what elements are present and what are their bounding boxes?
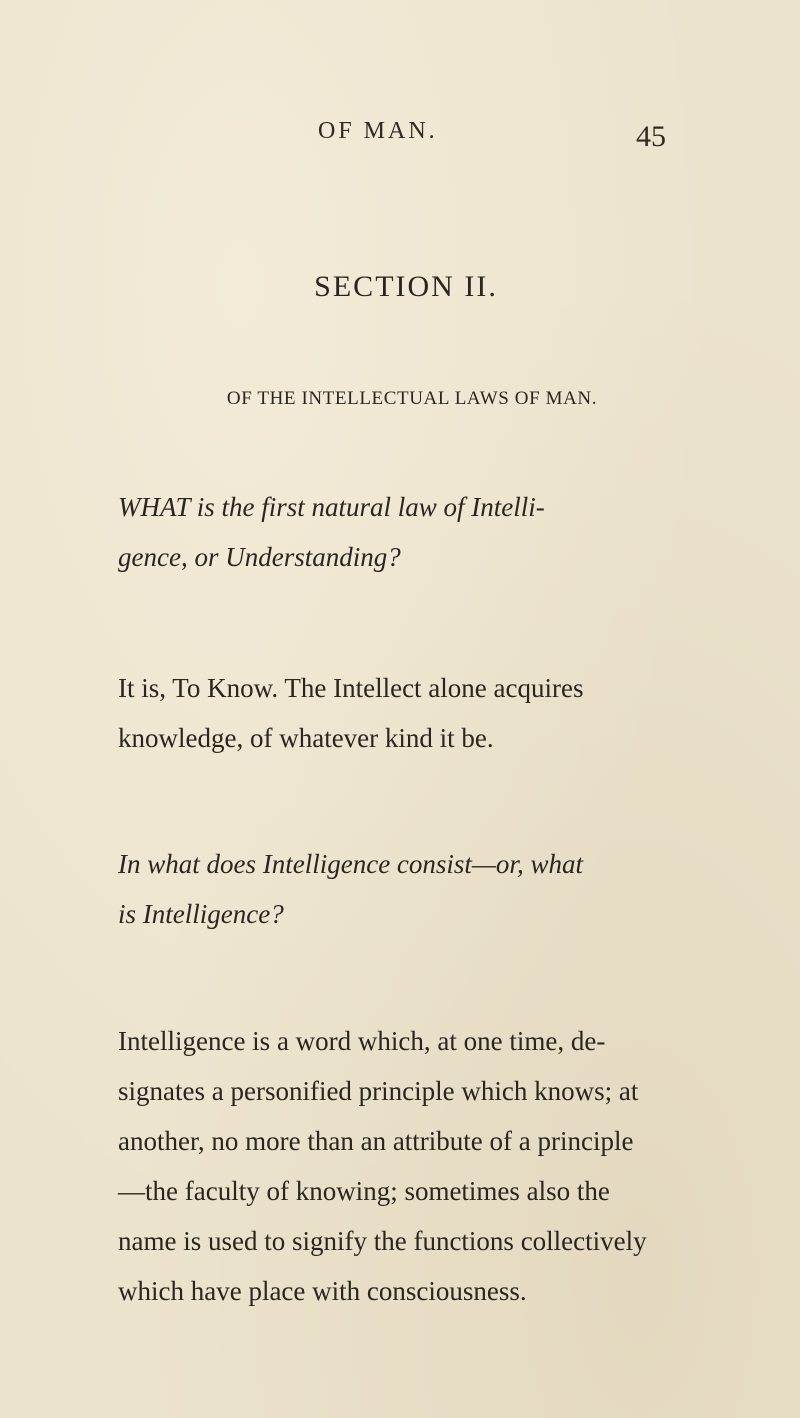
paragraph-line: is Intelligence? xyxy=(118,899,284,929)
paragraph-line: WHAT is the first natural law of Intelli- xyxy=(118,492,545,522)
paragraph-line: knowledge, of whatever kind it be. xyxy=(118,723,494,753)
answer-paragraph-2 xyxy=(118,1016,718,1316)
paragraph-line: name is used to signify the functions collectively xyxy=(118,1226,647,1256)
paragraph-line: which have place with consciousness. xyxy=(118,1276,527,1306)
page-number: 45 xyxy=(636,120,666,153)
paragraph-line: another, no more than an attribute of a principle xyxy=(118,1126,634,1156)
paragraph-line: In what does Intelligence consist—or, what xyxy=(118,849,583,879)
section-heading: SECTION II. xyxy=(314,270,498,303)
section-subheading: OF THE INTELLECTUAL LAWS OF MAN. xyxy=(226,388,598,409)
paragraph-line: gence, or Understanding? xyxy=(118,542,401,572)
paragraph-line: —the faculty of knowing; sometimes also the xyxy=(118,1176,610,1206)
answer-paragraph-1 xyxy=(118,663,718,763)
question-paragraph-2 xyxy=(118,839,718,939)
running-head xyxy=(0,118,800,158)
paragraph-line: Intelligence is a word which, at one time, de- xyxy=(118,1026,606,1056)
paragraph-line: It is, To Know. The Intellect alone acquires xyxy=(118,673,584,703)
running-title: OF MAN. xyxy=(318,118,438,144)
question-paragraph-1 xyxy=(118,482,718,582)
paragraph-line: signates a personified principle which knows; at xyxy=(118,1076,639,1106)
